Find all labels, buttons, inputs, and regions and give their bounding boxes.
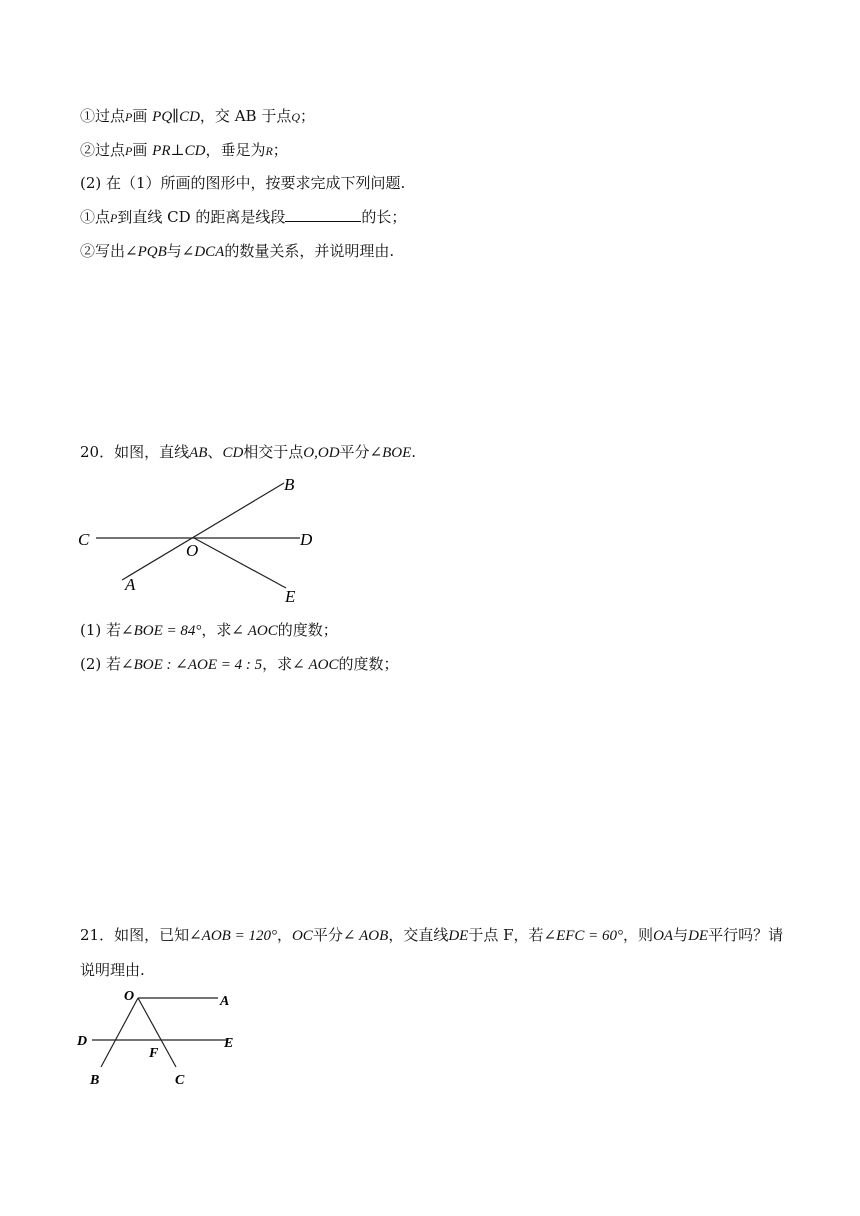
ray-oe (194, 538, 286, 588)
label-a: A (220, 994, 230, 1009)
q19-part2-item2: ②写出∠PQB与∠DCA的数量关系，并说明理由. (80, 242, 395, 260)
line-ab (122, 483, 284, 580)
label-c: C (78, 530, 90, 549)
label-o: O (186, 541, 199, 560)
q20-figure (70, 470, 330, 610)
q21-stem: 21．如图，已知∠AOB = 120°，OC平分∠ AOB，交直线DE于点 F，若∠EFC = 60°，则OA与DE平行吗？请说明理由. (80, 926, 784, 979)
label-e: E (224, 1036, 234, 1051)
q19-step2: ②过点P画 PR⊥CD，垂足为R； (80, 141, 288, 159)
label-b: B (90, 1073, 100, 1088)
label-f: F (149, 1046, 159, 1061)
q20-part1: (1) 若∠BOE = 84°，求∠ AOC的度数； (80, 621, 338, 639)
label-b: B (284, 475, 295, 494)
label-a: A (125, 575, 136, 594)
q19-step1: ①过点P画 PQ∥CD，交 AB 于点Q； (80, 107, 316, 125)
label-c: C (175, 1073, 185, 1088)
q20-part2: (2) 若∠BOE : ∠AOE = 4 : 5，求∠ AOC的度数； (80, 655, 399, 673)
label-d: D (77, 1034, 88, 1049)
ray-ob (101, 998, 138, 1067)
q19-part2-item1: ①点P到直线 CD 的距离是线段 的长； (80, 208, 407, 226)
answer-blank (285, 207, 361, 222)
q21-figure (70, 985, 260, 1090)
q20-stem: 20．如图，直线AB、CD相交于点O,OD平分∠BOE. (80, 443, 417, 461)
label-d: D (300, 530, 313, 549)
label-e: E (285, 587, 296, 606)
q19-part2: (2) 在（1）所画的图形中，按要求完成下列问题. (80, 174, 406, 192)
label-o: O (124, 989, 135, 1004)
